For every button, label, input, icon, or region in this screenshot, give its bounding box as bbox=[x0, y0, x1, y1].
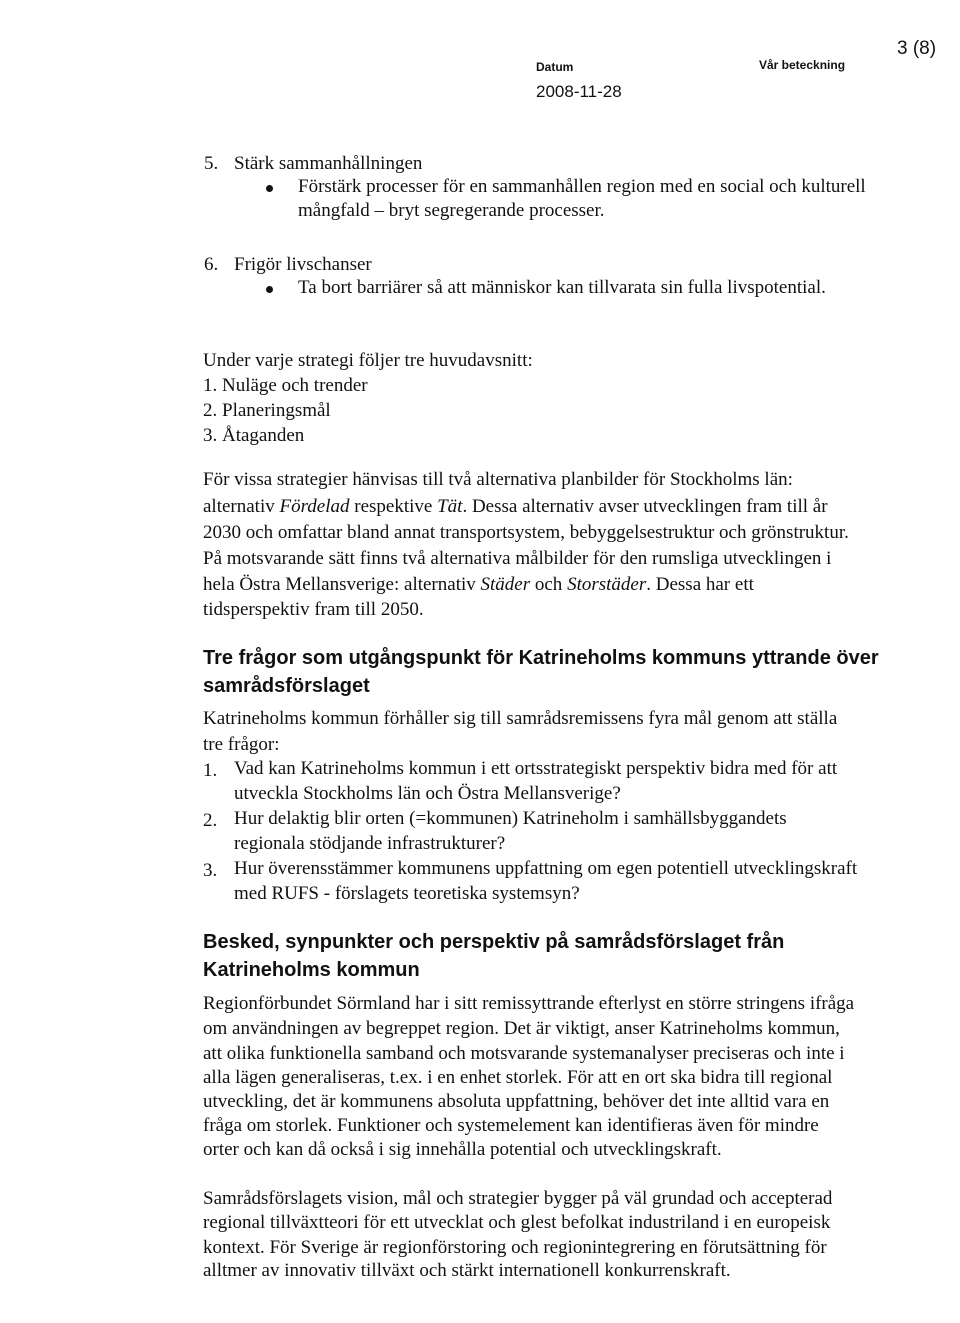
section-5-bullet-line-1: Förstärk processer för en sammanhållen region med en social och kulturell bbox=[298, 176, 866, 197]
question-line: regionala stödjande infrastrukturer? bbox=[234, 833, 506, 854]
document-date: 2008-11-28 bbox=[536, 82, 622, 101]
bullet-icon bbox=[266, 286, 273, 293]
questions-intro: Katrineholms kommun förhåller sig till samrådsremissens fyra mål genom att ställa bbox=[203, 708, 838, 729]
section-heading: Besked, synpunkter och perspektiv på samrådsförslaget från bbox=[203, 931, 785, 953]
subsections-intro: Under varje strategi följer tre huvudavsnitt: bbox=[203, 350, 533, 371]
paragraph-line: alltmer av innovativ tillväxt och stärkt internationell konkurrenskraft. bbox=[203, 1260, 731, 1281]
question-line: med RUFS - förslagets teoretiska systemsyn? bbox=[234, 883, 580, 904]
paragraph-line: regional tillväxtteori för ett utvecklat och glest befolkat industriland i en europeisk bbox=[203, 1212, 831, 1233]
paragraph-line: att olika funktionella samband och motsvarande systemanalyser preciseras och inte i bbox=[203, 1043, 845, 1064]
section-5-bullet-line-2: mångfald – bryt segregerande processer. bbox=[298, 200, 605, 221]
paragraph-line: om användningen av begreppet region. Det är viktigt, anser Katrineholms kommun, bbox=[203, 1018, 840, 1039]
paragraph-line: För vissa strategier hänvisas till två alternativa planbilder för Stockholms län: bbox=[203, 469, 793, 490]
section-5-number: 5. bbox=[204, 153, 219, 174]
section-6-number: 6. bbox=[204, 254, 219, 275]
section-heading: Katrineholms kommun bbox=[203, 959, 420, 981]
questions-intro: tre frågor: bbox=[203, 734, 280, 755]
question-line: Hur delaktig blir orten (=kommunen) Katrineholm i samhällsbyggandets bbox=[234, 808, 787, 829]
paragraph-line: På motsvarande sätt finns två alternativa målbilder för den rumsliga utvecklingen i bbox=[203, 548, 832, 569]
paragraph-line: utveckling, det är kommunens absoluta uppfattning, behöver det inte alltid vara en bbox=[203, 1091, 830, 1112]
paragraph-line: orter och kan då också i sig innehålla potential och utvecklingskraft. bbox=[203, 1139, 722, 1160]
subsection-item: 1. Nuläge och trender bbox=[203, 375, 368, 396]
paragraph-line: 2030 och omfattar bland annat transportsystem, bebyggelsestruktur och grönstruktur. bbox=[203, 522, 849, 543]
paragraph-line: kontext. För Sverige är regionförstoring och regionintegrering en förutsättning för bbox=[203, 1237, 827, 1258]
question-number: 2. bbox=[203, 810, 218, 831]
section-5-title: Stärk sammanhållningen bbox=[234, 153, 423, 174]
paragraph-line: Samrådsförslagets vision, mål och strategier bygger på väl grundad och accepterad bbox=[203, 1188, 833, 1209]
question-number: 1. bbox=[203, 760, 218, 781]
date-label: Datum bbox=[536, 60, 574, 74]
paragraph-line: tidsperspektiv fram till 2050. bbox=[203, 599, 424, 620]
subsection-item: 3. Åtaganden bbox=[203, 425, 305, 446]
paragraph-line: Regionförbundet Sörmland har i sitt remissyttrande efterlyst en större stringens ifråga bbox=[203, 993, 855, 1014]
page-number: 3 (8) bbox=[897, 38, 937, 59]
paragraph-line: fråga om storlek. Funktioner och systemelement kan identifieras även för mindre bbox=[203, 1115, 819, 1136]
section-heading: Tre frågor som utgångspunkt för Katrineholms kommuns yttrande över bbox=[203, 647, 879, 669]
paragraph-line: alternativ Fördelad respektive Tät. Dessa alternativ avser utvecklingen fram till år bbox=[203, 496, 828, 517]
question-number: 3. bbox=[203, 860, 218, 881]
paragraph-line: hela Östra Mellansverige: alternativ Städer och Storstäder. Dessa har ett bbox=[203, 574, 754, 595]
section-heading: samrådsförslaget bbox=[203, 675, 370, 697]
section-6-title: Frigör livschanser bbox=[234, 254, 372, 275]
subsection-item: 2. Planeringsmål bbox=[203, 400, 331, 421]
section-6-bullet: Ta bort barriärer så att människor kan tillvarata sin fulla livspotential. bbox=[298, 277, 826, 298]
bullet-icon bbox=[266, 185, 273, 192]
question-line: utveckla Stockholms län och Östra Mellansverige? bbox=[234, 783, 621, 804]
paragraph-line: alla lägen generaliseras, t.ex. i en enhet storlek. För att en ort ska bidra till regional bbox=[203, 1067, 833, 1088]
reference-label: Vår beteckning bbox=[759, 58, 846, 72]
question-line: Hur överensstämmer kommunens uppfattning om egen potentiell utvecklingskraft bbox=[234, 858, 858, 879]
question-line: Vad kan Katrineholms kommun i ett ortsstrategiskt perspektiv bidra med för att bbox=[234, 758, 838, 779]
